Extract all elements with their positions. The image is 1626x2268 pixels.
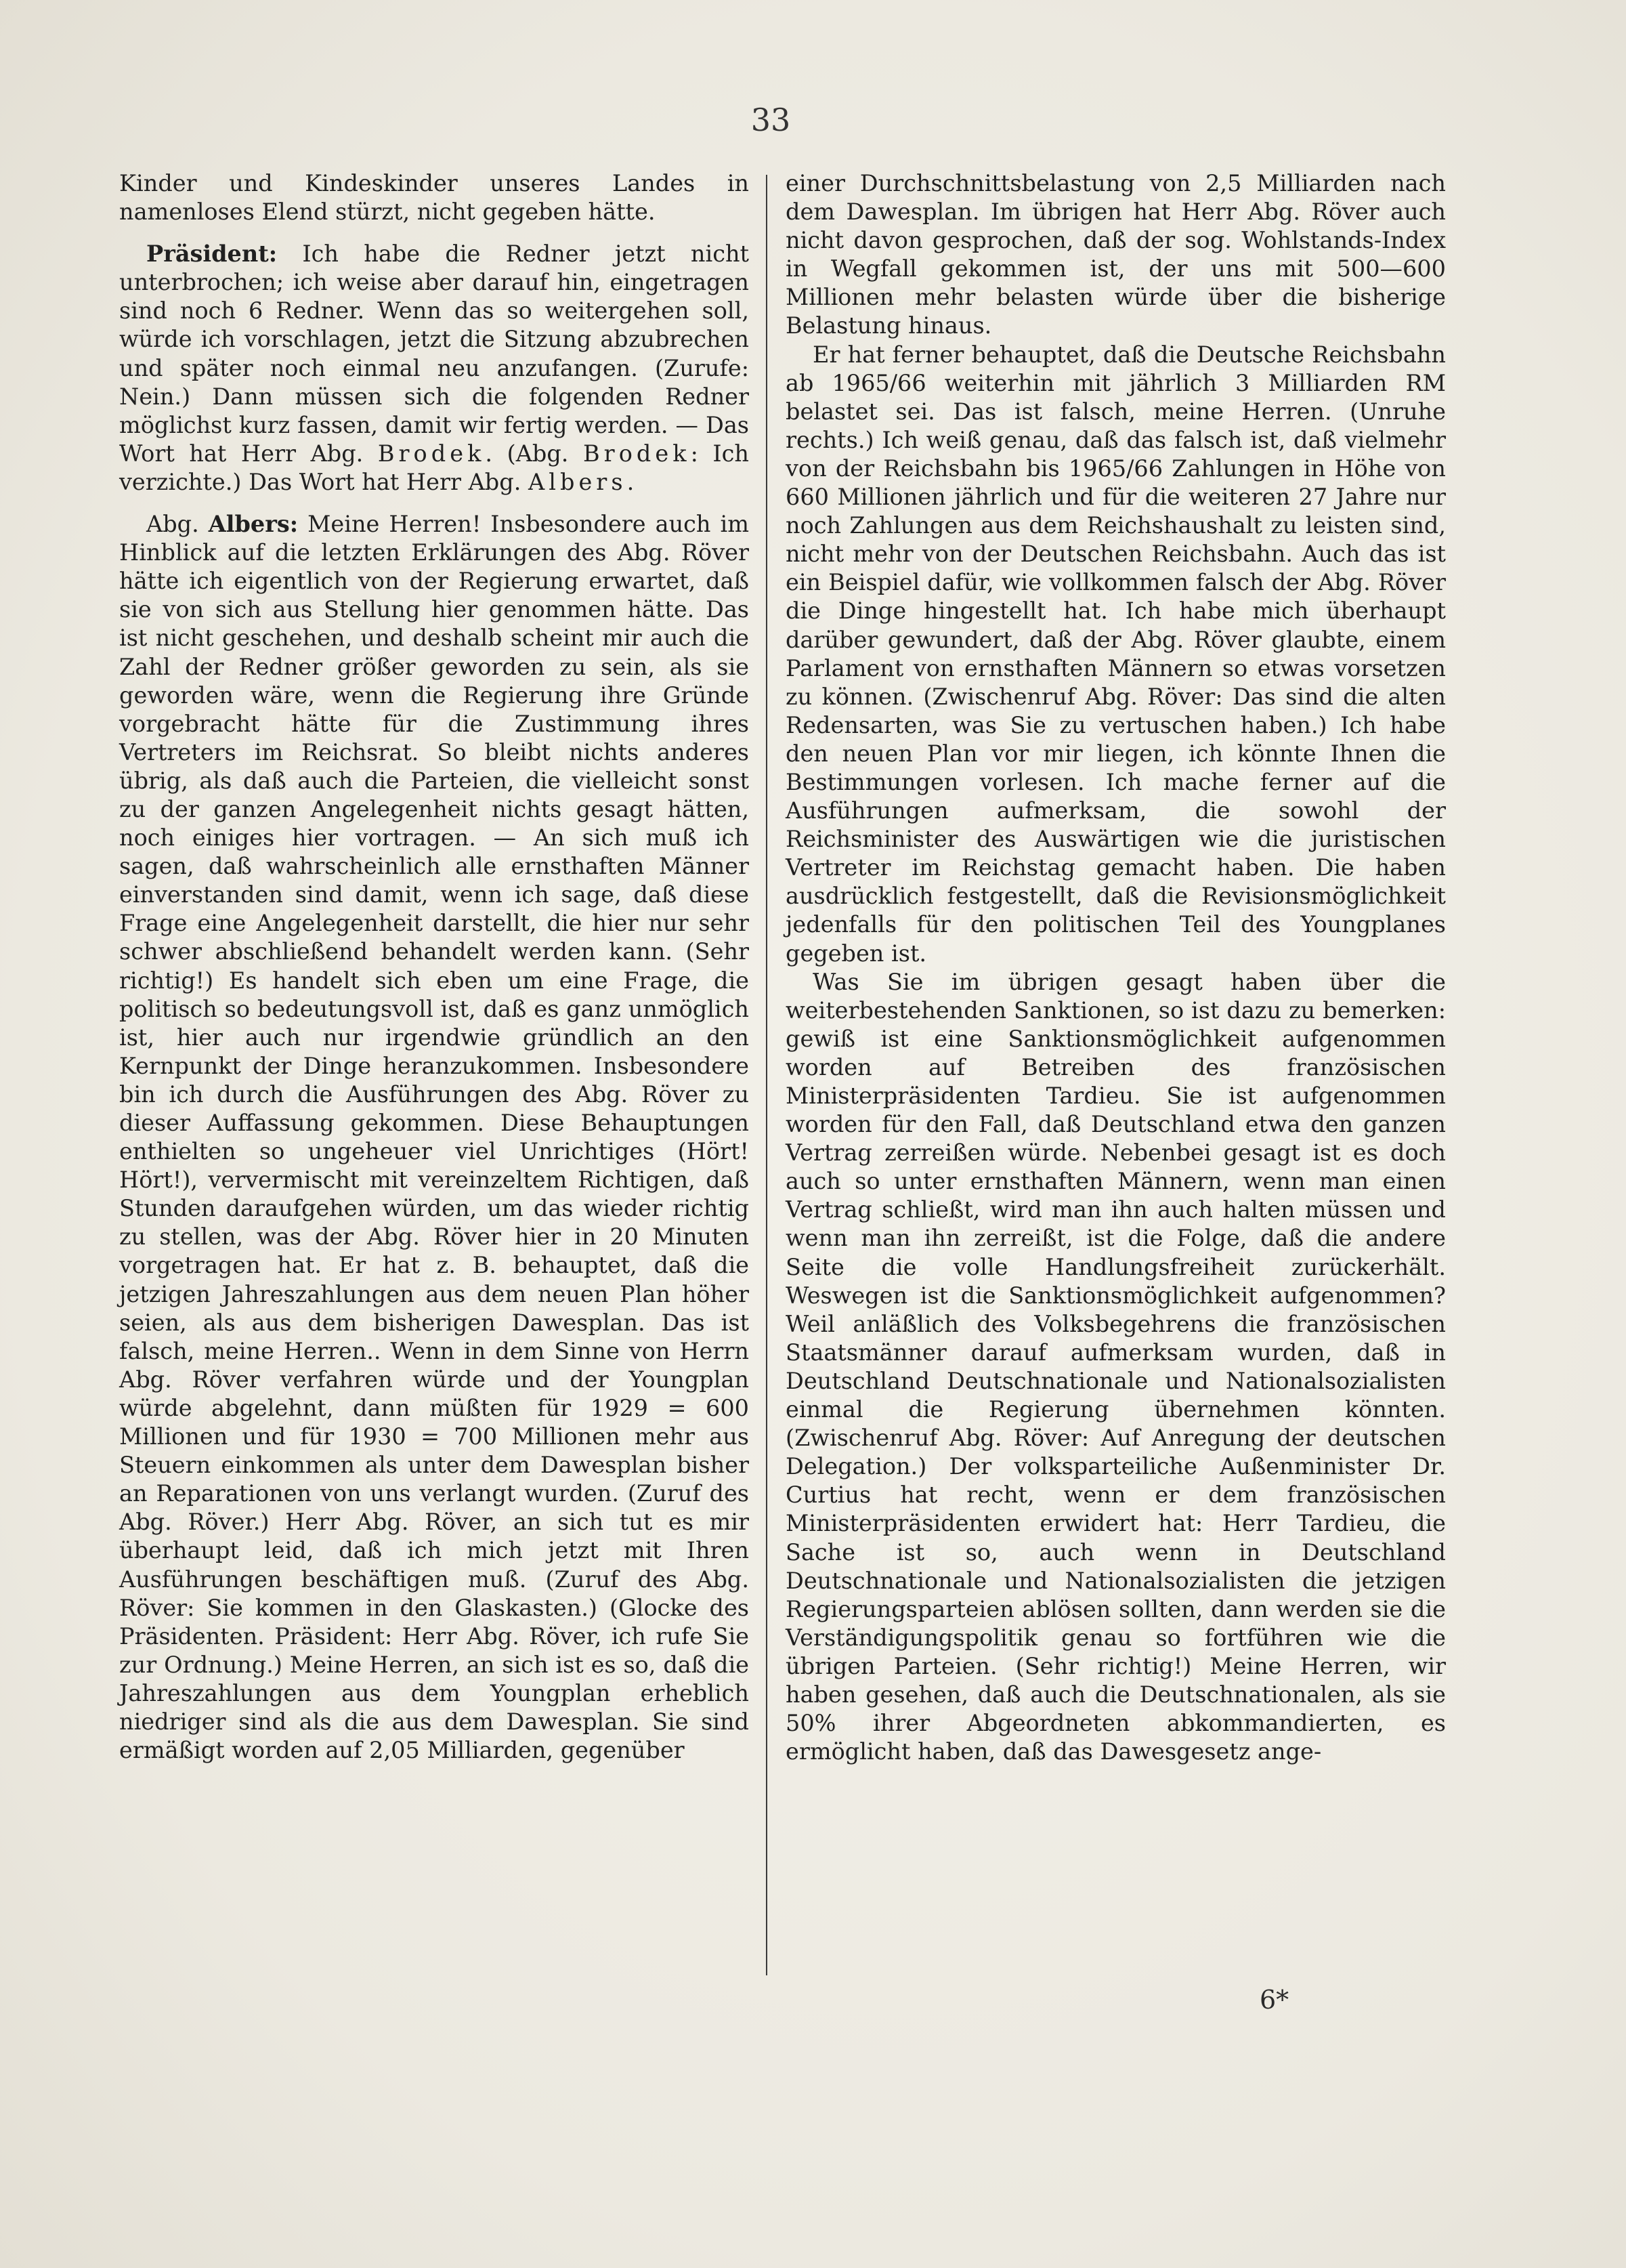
name-albers: Albers bbox=[528, 468, 627, 495]
albers-text: Meine Herren! Insbesondere auch im Hinblick auf die letzten Erklärungen des Abg. Röver hätte ich eigentlich von der Regierung erwartet, daß sie von sich aus Stellung hier genommen hätte. Das ist nicht geschehen, und deshalb scheint mir auch die Zahl der Redner größer geworden zu sein, als sie geworden wäre, wenn die Regierung ihre Gründe vorgebracht hätte für die Zustimmung ihres Vertreters im Reichsrat. So bleibt nichts anderes übrig, als daß auch die Parteien, die vielleicht sonst zu der ganzen Angelegenheit nichts gesagt hätten, noch einiges hier vortragen. — An sich muß ich sagen, daß wahrscheinlich alle ernsthaften Männer einverstanden sind damit, wenn ich sage, daß diese Frage eine Angelegenheit darstellt, die hier nur sehr schwer abschließend behandelt werden kann. (Sehr richtig!) Es handelt sich eben um eine Frage, die politisch so bedeutungsvoll ist, daß es ganz unmöglich ist, hier auch nur irgendwie gründlich an den Kernpunkt der Dinge heranzukommen. Insbesondere bin ich durch die Ausführungen des Abg. Röver zu dieser Auffassung gekommen. Diese Behauptungen enthielten so ungeheuer viel Unrichtiges (Hört! Hört!), ververmischt mit vereinzeltem Richtigen, daß Stunden daraufgehen würden, um das wieder richtig zu stellen, was der Abg. Röver hier in 20 Minuten vorgetragen hat. Er hat z. B. behauptet, daß die jetzigen Jahreszahlungen aus dem neuen Plan höher seien, als aus dem bisherigen Dawesplan. Das ist falsch, meine Herren.. Wenn in dem Sinne von Herrn Abg. Röver verfahren würde und der Youngplan würde abgelehnt, dann müßten für 1929 = 600 Millionen und für 1930 = 700 Millionen mehr aus Steuern einkommen als unter dem Dawesplan bisher an Reparationen von uns verlangt wurden. (Zuruf des Abg. Röver.) Herr Abg. Röver, an sich tut es mir überhaupt leid, daß ich mich jetzt mit Ihren Ausführungen beschäftigen muß. (Zuruf des Abg. Röver: Sie kommen in den Glaskasten.) (Glocke des Präsidenten. Präsident: Herr Abg. Röver, ich rufe Sie zur Ordnung.) Meine Herren, an sich ist es so, daß die Jahreszahlungen aus dem Youngplan erheblich niedriger sind als die aus dem Dawesplan. Sie sind ermäßigt worden auf 2,05 Milliarden, gegenüber bbox=[119, 511, 749, 1764]
page-number: 33 bbox=[750, 102, 791, 138]
right-paragraph-2: Er hat ferner behauptet, daß die Deutsche Reichsbahn ab 1965/66 weiterhin mit jährlich 3 Milliarden RM belastet sei. Das ist falsch, meine Herren. (Unruhe rechts.) Ich weiß genau, daß das falsch ist, daß vielmehr von der Reichsbahn bis 1965/66 Zahlungen in Höhe von 660 Millionen jährlich und für die weiteren 27 Jahre nur noch Zahlungen aus dem Reichshaushalt zu leisten sind, nicht mehr von der Deutschen Reichsbahn. Auch das ist ein Beispiel dafür, wie vollkommen falsch der Abg. Röver die Dinge hingestellt hat. Ich habe mich überhaupt darüber gewundert, daß der Abg. Röver glaubte, einem Parlament von ernsthaften Männern so etwas vorsetzen zu können. (Zwischenruf Abg. Röver: Das sind die alten Redensarten, was Sie zu vertuschen haben.) Ich habe den neuen Plan vor mir liegen, ich könnte Ihnen die Bestimmungen vorlesen. Ich mache ferner auf die Ausführungen aufmerksam, die sowohl der Reichsminister des Auswärtigen wie die juristischen Vertreter im Reichstag gemacht haben. Die haben ausdrücklich festgestellt, daß die Revisionsmöglichkeit jedenfalls für den politischen Teil des Youngplanes gegeben ist. bbox=[786, 341, 1446, 967]
left-column bbox=[119, 169, 749, 1765]
left-paragraph-1: Kinder und Kindeskinder unseres Landes in namenloses Elend stürzt, nicht gegeben hätte. bbox=[119, 170, 749, 226]
speaker-president: Präsident: bbox=[146, 240, 278, 268]
right-paragraph-3: Was Sie im übrigen gesagt haben über die weiterbestehenden Sanktionen, so ist dazu zu bemerken: gewiß ist eine Sanktionsmöglichkeit aufgenommen worden auf Betreiben des französischen Ministerpräsidenten Tardieu. Sie ist aufgenommen worden für den Fall, daß Deutschland etwa den ganzen Vertrag zerreißen würde. Nebenbei gesagt ist es doch auch so unter ernsthaften Männern, wenn man einen Vertrag schließt, wird man ihn auch halten müssen und wenn man ihn zerreißt, ist die Folge, daß die andere Seite die volle Handlungsfreiheit zurückerhält. Weswegen ist die Sanktionsmöglichkeit aufgenommen? Weil anläßlich des Volksbegehrens die französischen Staatsmänner darauf aufmerksam wurden, daß in Deutschland Deutschnationale und Nationalsozialisten einmal die Regierung übernehmen könnten. (Zwischenruf Abg. Röver: Auf Anregung der deutschen Delegation.) Der volksparteiliche Außenminister Dr. Curtius hat recht, wenn er dem französischen Ministerpräsidenten erwidert hat: Herr Tardieu, die Sache ist so, auch wenn in Deutschland Deutschnationale und Nationalsozialisten die jetzigen Regierungsparteien ablösen sollten, dann werden sie die Verständigungspolitik genau so fortführen wie die übrigen Parteien. (Sehr richtig!) Meine Herren, wir haben gesehen, daß auch die Deutschnationalen, als sie 50% ihrer Abgeordneten abkommandierten, es ermöglicht haben, daß das Dawesgesetz ange- bbox=[786, 968, 1446, 1765]
left-paragraph-albers bbox=[119, 510, 749, 1765]
right-paragraph-1: einer Durchschnittsbelastung von 2,5 Milliarden nach dem Dawesplan. Im übrigen hat Herr Abg. Röver auch nicht davon gesprochen, daß der sog. Wohlstands-Index in Wegfall gekommen ist, der uns mit 500—600 Millionen mehr belasten würde über die bisherige Belastung hinaus. bbox=[786, 170, 1446, 339]
left-paragraph-president bbox=[119, 240, 749, 497]
right-column bbox=[786, 169, 1446, 1766]
name-brodek-1: Brodek bbox=[377, 440, 486, 467]
signature-mark: 6* bbox=[1260, 1985, 1289, 2015]
president-text-a: Ich habe die Redner jetzt nicht unterbrochen; ich weise aber darauf hin, eingetragen sind noch 6 Redner. Wenn das so weitergehen soll, würde ich vorschlagen, jetzt die Sitzung abzubrechen und später noch einmal neu anzufangen. (Zurufe: Nein.) Dann müssen sich die folgenden Redner möglichst kurz fassen, damit wir fertig werden. — Das Wort hat Herr Abg. bbox=[119, 240, 749, 467]
president-text-b: . (Abg. bbox=[485, 440, 583, 467]
speaker-albers: Albers: bbox=[208, 511, 299, 538]
albers-prefix: Abg. bbox=[146, 511, 209, 538]
president-text-c: : Ich verzichte.) Das Wort hat Herr Abg. bbox=[119, 440, 749, 495]
column-divider bbox=[766, 175, 767, 1975]
name-brodek-2: Brodek bbox=[583, 440, 691, 467]
president-text-d: . bbox=[626, 468, 635, 495]
